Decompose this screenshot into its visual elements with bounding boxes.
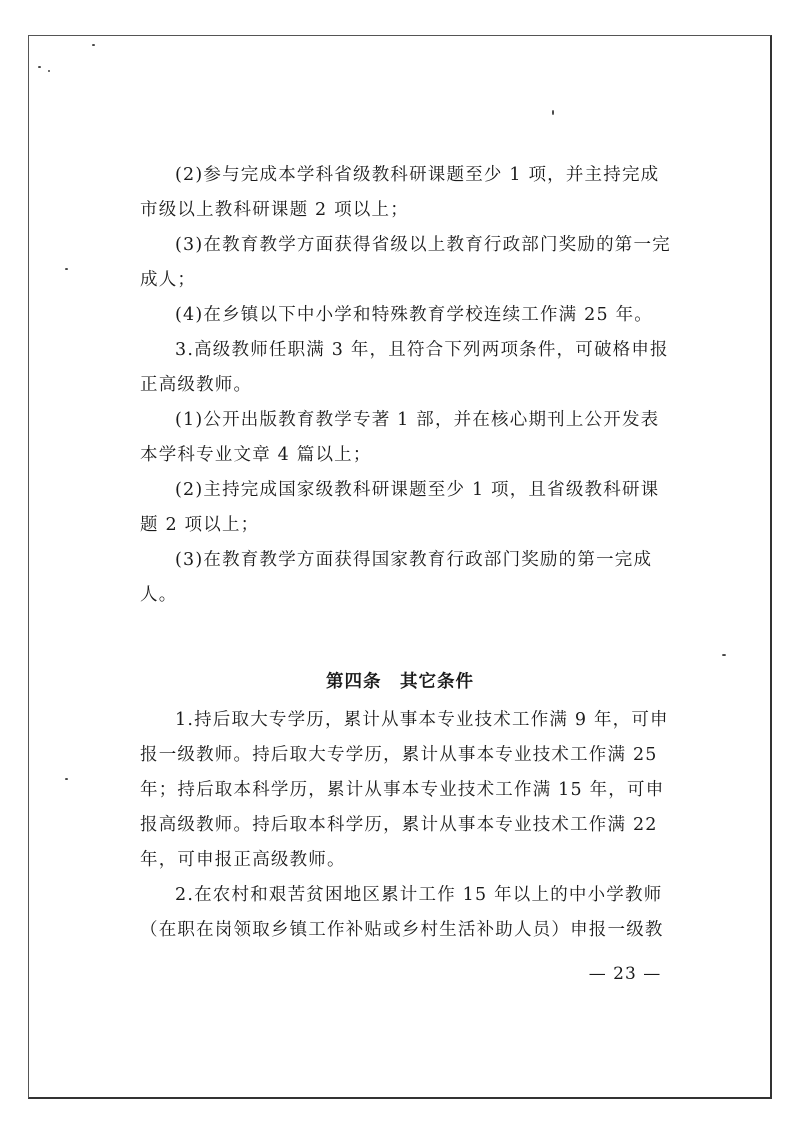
page-number: — 23 — xyxy=(588,964,662,984)
scan-speck xyxy=(38,66,41,68)
scan-speck xyxy=(552,110,554,115)
scan-speck xyxy=(65,778,68,780)
paragraph: (1)公开出版教育教学专著 1 部，并在核心期刊上公开发表本学科专业文章 4 篇以上； xyxy=(140,410,660,465)
paragraph: 3.高级教师任职满 3 年，且符合下列两项条件，可破格申报正高级教师。 xyxy=(140,340,669,395)
paragraph: (4)在乡镇以下中小学和特殊教育学校连续工作满 25 年。 xyxy=(175,305,653,325)
paragraph: (2)参与完成本学科省级教科研课题至少 1 项，并主持完成市级以上教科研课题 2 项以上； xyxy=(140,165,660,220)
document-body-block-1 xyxy=(140,158,675,613)
scan-speck xyxy=(722,654,726,656)
paragraph: (3)在教育教学方面获得省级以上教育行政部门奖励的第一完成人； xyxy=(140,235,671,290)
section-heading: 第四条 其它条件 xyxy=(326,672,474,692)
paragraph: (2)主持完成国家级教科研课题至少 1 项，且省级教科研课题 2 项以上； xyxy=(140,480,660,535)
scan-speck xyxy=(65,268,68,270)
paragraph: (3)在教育教学方面获得国家教育行政部门奖励的第一完成人。 xyxy=(140,550,653,605)
paragraph: 2.在农村和艰苦贫困地区累计工作 15 年以上的中小学教师（在职在岗领取乡镇工作补贴或乡村生活补助人员）申报一级教 xyxy=(140,885,664,940)
document-body-block-2 xyxy=(140,703,675,948)
scan-speck xyxy=(92,44,95,46)
scan-speck xyxy=(48,70,50,72)
paragraph: 1.持后取大专学历，累计从事本专业技术工作满 9 年，可申报一级教师。持后取大专学历，累计从事本专业技术工作满 25 年；持后取本科学历，累计从事本专业技术工作满 15 年，可申报高级教师。持后取本科学历，累计从事本专业技术工作满 22 年，可申报正高级教师。 xyxy=(140,710,669,870)
